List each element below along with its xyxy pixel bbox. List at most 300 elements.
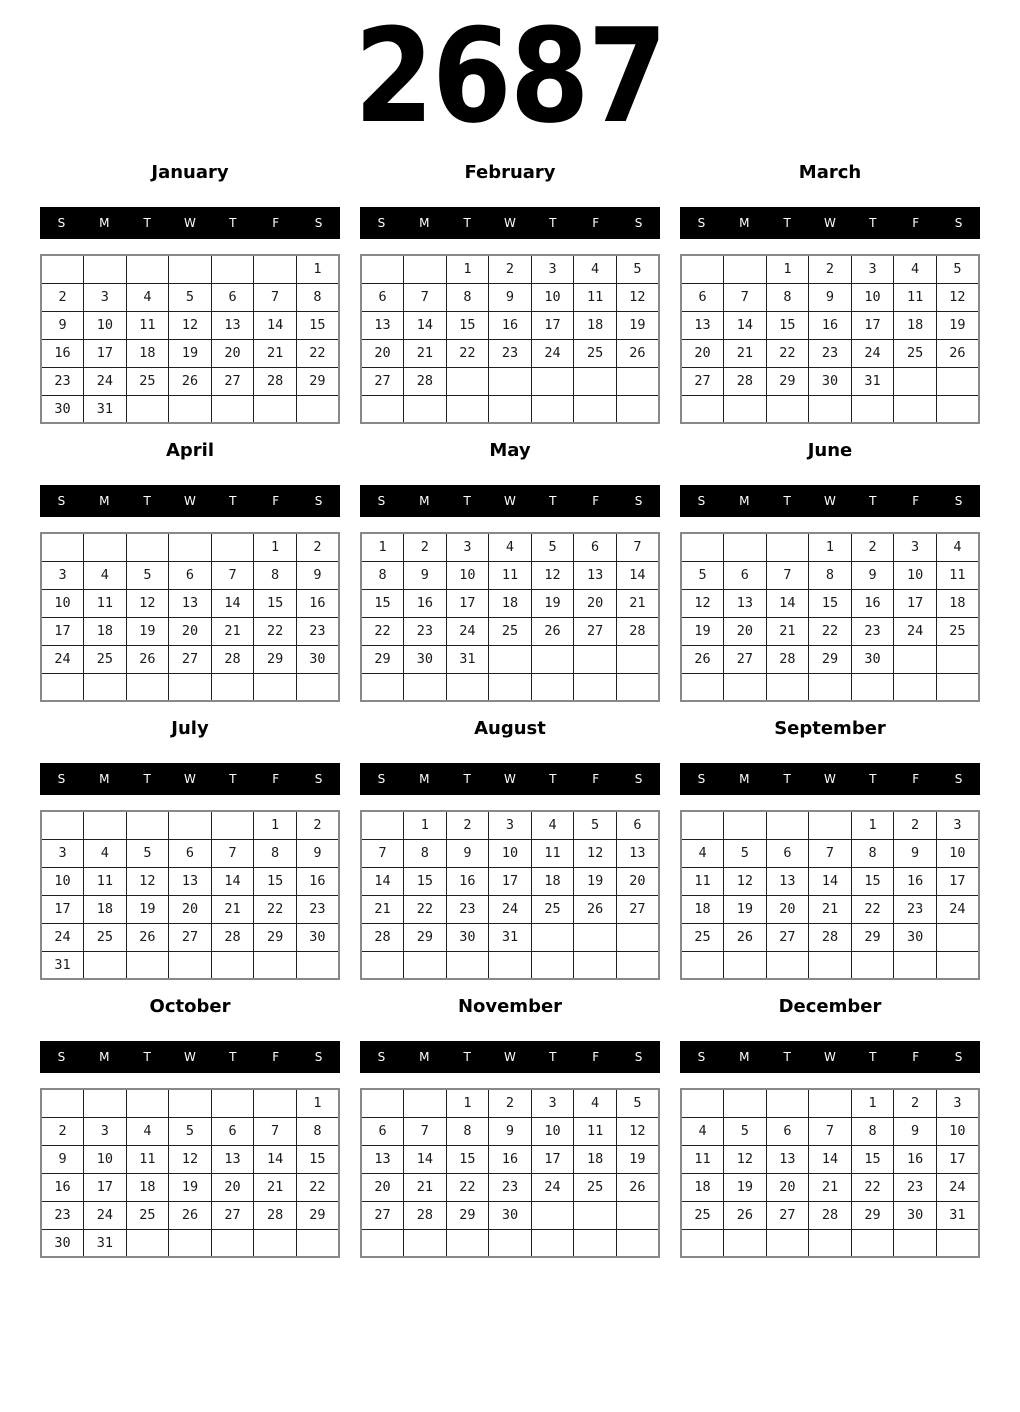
date-cell: 5 xyxy=(681,561,724,589)
date-cell: 27 xyxy=(361,367,404,395)
date-cell: 5 xyxy=(936,255,979,283)
month-title: September xyxy=(774,718,886,739)
date-cell: 23 xyxy=(446,895,489,923)
empty-date-cell xyxy=(809,951,852,979)
date-cell: 31 xyxy=(84,395,127,423)
date-cell: 4 xyxy=(489,533,532,561)
date-grid xyxy=(360,254,660,424)
week-row xyxy=(41,1089,339,1117)
date-cell: 14 xyxy=(254,311,297,339)
empty-date-cell xyxy=(489,645,532,673)
month-april xyxy=(40,438,340,702)
date-cell: 14 xyxy=(211,867,254,895)
empty-date-cell xyxy=(126,673,169,701)
date-cell: 2 xyxy=(489,255,532,283)
date-cell: 15 xyxy=(446,1145,489,1173)
date-cell: 13 xyxy=(724,589,767,617)
weekday-label: T xyxy=(549,772,557,786)
empty-date-cell xyxy=(681,673,724,701)
date-cell: 25 xyxy=(894,339,937,367)
date-cell: 29 xyxy=(809,645,852,673)
date-cell: 8 xyxy=(254,839,297,867)
date-cell: 28 xyxy=(254,367,297,395)
date-cell: 25 xyxy=(489,617,532,645)
date-cell: 2 xyxy=(809,255,852,283)
weekday-header-bar xyxy=(40,763,340,795)
date-cell: 21 xyxy=(254,1173,297,1201)
empty-date-cell xyxy=(574,1229,617,1257)
empty-date-cell xyxy=(126,255,169,283)
week-row xyxy=(41,673,339,701)
empty-date-cell xyxy=(724,951,767,979)
date-cell: 21 xyxy=(211,895,254,923)
empty-date-cell xyxy=(211,395,254,423)
weekday-label: T xyxy=(549,216,557,230)
date-cell: 1 xyxy=(254,811,297,839)
date-cell: 17 xyxy=(446,589,489,617)
date-cell: 2 xyxy=(296,811,339,839)
date-cell: 8 xyxy=(851,1117,894,1145)
weekday-label: F xyxy=(592,216,600,230)
empty-date-cell xyxy=(169,951,212,979)
date-cell: 4 xyxy=(574,255,617,283)
date-cell: 2 xyxy=(894,1089,937,1117)
date-cell: 16 xyxy=(41,339,84,367)
empty-date-cell xyxy=(936,951,979,979)
weekday-label: S xyxy=(377,772,386,786)
empty-date-cell xyxy=(211,951,254,979)
date-cell: 3 xyxy=(851,255,894,283)
empty-date-cell xyxy=(574,673,617,701)
date-cell: 16 xyxy=(489,311,532,339)
week-row xyxy=(681,1117,979,1145)
empty-date-cell xyxy=(531,1201,574,1229)
date-grid xyxy=(680,810,980,980)
date-cell: 18 xyxy=(894,311,937,339)
empty-date-cell xyxy=(489,395,532,423)
date-cell: 26 xyxy=(724,923,767,951)
empty-date-cell xyxy=(724,255,767,283)
empty-date-cell xyxy=(574,923,617,951)
empty-date-cell xyxy=(724,673,767,701)
date-cell: 16 xyxy=(851,589,894,617)
empty-date-cell xyxy=(84,811,127,839)
week-row xyxy=(41,895,339,923)
weekday-label: S xyxy=(954,216,963,230)
empty-date-cell xyxy=(724,395,767,423)
weekday-label: F xyxy=(912,772,920,786)
empty-date-cell xyxy=(169,811,212,839)
date-cell: 27 xyxy=(169,923,212,951)
weekday-label: W xyxy=(184,1050,196,1064)
date-cell: 6 xyxy=(169,839,212,867)
date-cell: 11 xyxy=(936,561,979,589)
date-cell: 6 xyxy=(574,533,617,561)
week-row xyxy=(361,1229,659,1257)
date-cell: 12 xyxy=(681,589,724,617)
empty-date-cell xyxy=(616,395,659,423)
date-cell: 28 xyxy=(724,367,767,395)
date-cell: 23 xyxy=(296,617,339,645)
year-title-wrap xyxy=(0,0,1020,151)
date-cell: 24 xyxy=(41,923,84,951)
date-cell: 24 xyxy=(84,1201,127,1229)
date-cell: 28 xyxy=(809,1201,852,1229)
empty-date-cell xyxy=(531,923,574,951)
empty-date-cell xyxy=(404,1089,447,1117)
date-cell: 24 xyxy=(84,367,127,395)
month-title: July xyxy=(171,718,209,739)
weekday-label: F xyxy=(912,1050,920,1064)
week-row xyxy=(681,255,979,283)
month-title: March xyxy=(798,162,862,183)
week-row xyxy=(361,951,659,979)
empty-date-cell xyxy=(254,255,297,283)
empty-date-cell xyxy=(766,811,809,839)
date-cell: 30 xyxy=(41,395,84,423)
date-cell: 14 xyxy=(361,867,404,895)
date-cell: 27 xyxy=(681,367,724,395)
date-cell: 25 xyxy=(574,339,617,367)
weekday-label: F xyxy=(592,1050,600,1064)
empty-date-cell xyxy=(766,673,809,701)
weekday-label: T xyxy=(783,494,791,508)
empty-date-cell xyxy=(766,1229,809,1257)
date-grid xyxy=(360,1088,660,1258)
empty-date-cell xyxy=(211,533,254,561)
date-cell: 11 xyxy=(574,1117,617,1145)
empty-date-cell xyxy=(41,255,84,283)
date-cell: 9 xyxy=(41,311,84,339)
empty-date-cell xyxy=(84,951,127,979)
date-cell: 28 xyxy=(404,1201,447,1229)
date-cell: 21 xyxy=(361,895,404,923)
empty-date-cell xyxy=(851,951,894,979)
date-cell: 13 xyxy=(169,867,212,895)
date-cell: 10 xyxy=(936,1117,979,1145)
empty-date-cell xyxy=(361,951,404,979)
date-cell: 23 xyxy=(894,1173,937,1201)
date-cell: 10 xyxy=(446,561,489,589)
weekday-header-bar xyxy=(360,485,660,517)
month-february xyxy=(360,160,660,424)
weekday-label: F xyxy=(592,494,600,508)
empty-date-cell xyxy=(574,367,617,395)
date-cell: 26 xyxy=(574,895,617,923)
date-cell: 15 xyxy=(809,589,852,617)
empty-date-cell xyxy=(404,951,447,979)
date-cell: 1 xyxy=(809,533,852,561)
date-cell: 5 xyxy=(126,839,169,867)
date-cell: 19 xyxy=(531,589,574,617)
week-row xyxy=(681,617,979,645)
week-row xyxy=(41,617,339,645)
weekday-label: T xyxy=(783,772,791,786)
date-grid xyxy=(40,1088,340,1258)
weekday-label: T xyxy=(229,772,237,786)
date-cell: 11 xyxy=(84,867,127,895)
week-row xyxy=(361,811,659,839)
date-cell: 25 xyxy=(84,923,127,951)
date-cell: 16 xyxy=(809,311,852,339)
date-cell: 20 xyxy=(361,339,404,367)
empty-date-cell xyxy=(574,395,617,423)
weekday-label: S xyxy=(634,216,643,230)
weekday-header-bar xyxy=(680,207,980,239)
date-cell: 26 xyxy=(126,923,169,951)
week-row xyxy=(681,645,979,673)
date-cell: 9 xyxy=(809,283,852,311)
date-cell: 20 xyxy=(169,895,212,923)
date-cell: 7 xyxy=(616,533,659,561)
date-cell: 19 xyxy=(126,617,169,645)
date-cell: 3 xyxy=(41,839,84,867)
date-cell: 26 xyxy=(724,1201,767,1229)
date-cell: 29 xyxy=(361,645,404,673)
week-row xyxy=(361,673,659,701)
empty-date-cell xyxy=(361,255,404,283)
weekday-label: W xyxy=(824,216,836,230)
empty-date-cell xyxy=(809,673,852,701)
weekday-label: S xyxy=(377,216,386,230)
date-cell: 22 xyxy=(809,617,852,645)
week-row xyxy=(681,1229,979,1257)
weekday-label: T xyxy=(463,216,471,230)
empty-date-cell xyxy=(404,395,447,423)
date-cell: 9 xyxy=(489,1117,532,1145)
empty-date-cell xyxy=(489,367,532,395)
date-cell: 12 xyxy=(169,1145,212,1173)
date-cell: 23 xyxy=(41,367,84,395)
date-cell: 9 xyxy=(41,1145,84,1173)
date-cell: 12 xyxy=(126,589,169,617)
date-cell: 17 xyxy=(851,311,894,339)
date-cell: 16 xyxy=(296,867,339,895)
week-row xyxy=(681,1173,979,1201)
week-row xyxy=(681,839,979,867)
weekday-label: S xyxy=(634,772,643,786)
date-cell: 22 xyxy=(361,617,404,645)
date-cell: 4 xyxy=(936,533,979,561)
date-cell: 24 xyxy=(531,1173,574,1201)
empty-date-cell xyxy=(681,1089,724,1117)
empty-date-cell xyxy=(169,1229,212,1257)
date-cell: 7 xyxy=(724,283,767,311)
week-row xyxy=(361,1145,659,1173)
empty-date-cell xyxy=(681,951,724,979)
empty-date-cell xyxy=(126,1229,169,1257)
date-cell: 6 xyxy=(766,1117,809,1145)
date-cell: 28 xyxy=(809,923,852,951)
date-cell: 23 xyxy=(489,339,532,367)
date-cell: 15 xyxy=(254,867,297,895)
date-cell: 30 xyxy=(894,1201,937,1229)
date-cell: 9 xyxy=(446,839,489,867)
week-row xyxy=(681,589,979,617)
date-cell: 2 xyxy=(851,533,894,561)
date-cell: 6 xyxy=(724,561,767,589)
date-cell: 15 xyxy=(446,311,489,339)
date-cell: 30 xyxy=(894,923,937,951)
date-cell: 19 xyxy=(724,895,767,923)
empty-date-cell xyxy=(169,1089,212,1117)
date-cell: 2 xyxy=(489,1089,532,1117)
date-cell: 16 xyxy=(489,1145,532,1173)
date-cell: 17 xyxy=(84,1173,127,1201)
empty-date-cell xyxy=(489,951,532,979)
weekday-label: T xyxy=(783,216,791,230)
weekday-header-bar xyxy=(360,1041,660,1073)
week-row xyxy=(41,283,339,311)
week-row xyxy=(41,311,339,339)
date-cell: 4 xyxy=(681,1117,724,1145)
month-title: October xyxy=(149,996,231,1017)
empty-date-cell xyxy=(681,395,724,423)
week-row xyxy=(361,1173,659,1201)
date-grid xyxy=(680,254,980,424)
date-cell: 30 xyxy=(489,1201,532,1229)
date-cell: 21 xyxy=(766,617,809,645)
empty-date-cell xyxy=(126,811,169,839)
date-cell: 9 xyxy=(851,561,894,589)
date-cell: 22 xyxy=(446,1173,489,1201)
date-cell: 4 xyxy=(126,1117,169,1145)
empty-date-cell xyxy=(254,951,297,979)
date-cell: 31 xyxy=(936,1201,979,1229)
date-cell: 17 xyxy=(531,311,574,339)
date-cell: 11 xyxy=(84,589,127,617)
week-row xyxy=(361,923,659,951)
empty-date-cell xyxy=(84,1089,127,1117)
weekday-label: T xyxy=(869,494,877,508)
empty-date-cell xyxy=(361,395,404,423)
date-cell: 15 xyxy=(404,867,447,895)
date-cell: 23 xyxy=(851,617,894,645)
empty-date-cell xyxy=(894,645,937,673)
empty-date-cell xyxy=(809,1089,852,1117)
date-cell: 29 xyxy=(404,923,447,951)
date-cell: 15 xyxy=(296,1145,339,1173)
empty-date-cell xyxy=(296,395,339,423)
weekday-label: T xyxy=(869,1050,877,1064)
date-cell: 20 xyxy=(766,895,809,923)
date-cell: 6 xyxy=(616,811,659,839)
date-cell: 19 xyxy=(574,867,617,895)
week-row xyxy=(41,839,339,867)
date-cell: 10 xyxy=(531,283,574,311)
date-cell: 22 xyxy=(446,339,489,367)
date-cell: 5 xyxy=(531,533,574,561)
week-row xyxy=(41,1117,339,1145)
week-row xyxy=(41,951,339,979)
months-grid xyxy=(40,160,980,1258)
date-cell: 13 xyxy=(766,1145,809,1173)
date-cell: 1 xyxy=(446,255,489,283)
weekday-label: M xyxy=(739,772,750,786)
empty-date-cell xyxy=(936,645,979,673)
empty-date-cell xyxy=(809,1229,852,1257)
empty-date-cell xyxy=(211,1229,254,1257)
date-cell: 21 xyxy=(211,617,254,645)
week-row xyxy=(361,367,659,395)
date-cell: 8 xyxy=(446,1117,489,1145)
week-row xyxy=(681,395,979,423)
date-cell: 8 xyxy=(296,1117,339,1145)
date-cell: 15 xyxy=(851,867,894,895)
empty-date-cell xyxy=(936,673,979,701)
empty-date-cell xyxy=(489,1229,532,1257)
date-cell: 16 xyxy=(894,867,937,895)
date-cell: 16 xyxy=(894,1145,937,1173)
date-cell: 3 xyxy=(41,561,84,589)
empty-date-cell xyxy=(936,1229,979,1257)
date-cell: 30 xyxy=(851,645,894,673)
empty-date-cell xyxy=(851,1229,894,1257)
month-title: January xyxy=(151,162,229,183)
week-row xyxy=(41,395,339,423)
date-cell: 17 xyxy=(531,1145,574,1173)
date-cell: 10 xyxy=(84,311,127,339)
empty-date-cell xyxy=(851,395,894,423)
week-row xyxy=(681,867,979,895)
date-cell: 26 xyxy=(616,339,659,367)
date-cell: 28 xyxy=(766,645,809,673)
empty-date-cell xyxy=(446,367,489,395)
empty-date-cell xyxy=(126,533,169,561)
weekday-label: F xyxy=(272,216,280,230)
date-cell: 12 xyxy=(724,867,767,895)
weekday-label: F xyxy=(912,216,920,230)
date-cell: 11 xyxy=(489,561,532,589)
week-row xyxy=(41,1173,339,1201)
date-cell: 8 xyxy=(809,561,852,589)
empty-date-cell xyxy=(446,395,489,423)
date-cell: 10 xyxy=(84,1145,127,1173)
date-cell: 13 xyxy=(766,867,809,895)
weekday-label: S xyxy=(314,1050,323,1064)
date-cell: 9 xyxy=(296,561,339,589)
date-cell: 2 xyxy=(41,283,84,311)
weekday-label: S xyxy=(954,772,963,786)
weekday-label: T xyxy=(869,772,877,786)
date-grid xyxy=(680,532,980,702)
date-grid xyxy=(360,532,660,702)
date-cell: 1 xyxy=(851,811,894,839)
weekday-label: S xyxy=(314,772,323,786)
date-grid xyxy=(680,1088,980,1258)
date-cell: 20 xyxy=(211,339,254,367)
date-cell: 4 xyxy=(84,561,127,589)
date-cell: 7 xyxy=(211,839,254,867)
date-cell: 13 xyxy=(169,589,212,617)
date-cell: 28 xyxy=(404,367,447,395)
empty-date-cell xyxy=(361,1089,404,1117)
weekday-label: T xyxy=(143,1050,151,1064)
weekday-label: M xyxy=(739,216,750,230)
date-cell: 9 xyxy=(894,1117,937,1145)
weekday-label: W xyxy=(504,494,516,508)
date-cell: 31 xyxy=(489,923,532,951)
weekday-label: M xyxy=(739,1050,750,1064)
empty-date-cell xyxy=(766,533,809,561)
weekday-label: T xyxy=(463,1050,471,1064)
empty-date-cell xyxy=(681,811,724,839)
date-cell: 30 xyxy=(41,1229,84,1257)
date-cell: 21 xyxy=(404,339,447,367)
week-row xyxy=(41,339,339,367)
weekday-label: W xyxy=(184,772,196,786)
date-cell: 10 xyxy=(41,867,84,895)
